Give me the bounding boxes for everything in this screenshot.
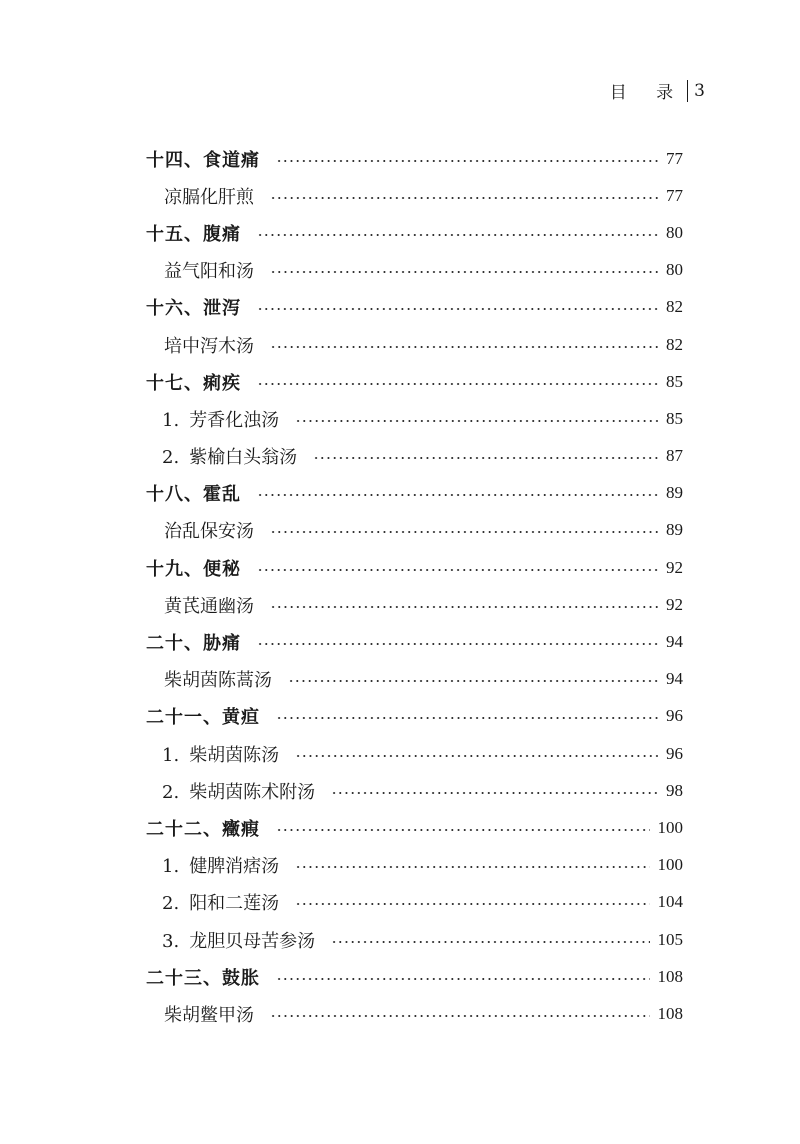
toc-entry-title: 柴胡茵陈术附汤 <box>189 781 316 803</box>
toc-entry-row[interactable] <box>146 177 683 214</box>
toc-page-number: 89 <box>666 520 683 540</box>
dot-leader <box>257 234 658 236</box>
toc-page-number: 94 <box>666 669 683 689</box>
toc-entry-title: 健脾消痞汤 <box>189 856 280 878</box>
toc-page-number: 94 <box>666 632 683 652</box>
toc-entry-label <box>146 1001 262 1027</box>
dot-leader <box>257 569 658 571</box>
toc-entry-title: 二十二、癥瘕 <box>146 818 260 840</box>
toc-entry-label <box>146 406 287 432</box>
toc-chapter-row[interactable] <box>146 140 683 177</box>
toc-page-number: 85 <box>666 408 683 428</box>
dot-leader <box>270 346 658 348</box>
running-header <box>610 78 705 103</box>
toc-entry-title: 柴胡茵陈汤 <box>189 744 280 766</box>
toc-entry-title: 治乱保安汤 <box>164 521 254 543</box>
toc-entry-row[interactable] <box>146 400 683 437</box>
dot-leader <box>313 457 658 459</box>
toc-page-number: 85 <box>666 371 683 391</box>
toc-entry-row[interactable] <box>146 661 683 698</box>
toc-chapter-row[interactable] <box>146 698 683 735</box>
toc-page-number: 96 <box>666 706 683 726</box>
toc-page-number: 80 <box>666 260 683 280</box>
dot-leader <box>295 866 649 868</box>
toc-entry-label <box>146 257 262 283</box>
toc-page-number: 100 <box>657 817 683 837</box>
toc-entry-number: 1. <box>162 856 180 878</box>
toc-entry-number: 3. <box>162 930 180 952</box>
toc-entry-label <box>146 629 249 655</box>
dot-leader <box>331 792 658 794</box>
toc-entry-row[interactable] <box>146 735 683 772</box>
dot-leader <box>257 383 658 385</box>
toc-entry-title: 十四、食道痛 <box>146 149 260 171</box>
dot-leader <box>270 197 658 199</box>
toc-entry-label <box>146 741 287 767</box>
toc-entry-title: 黄芪通幽汤 <box>164 595 254 617</box>
toc-entry-label <box>146 592 262 618</box>
dot-leader <box>270 1015 650 1017</box>
toc-entry-title: 凉膈化肝煎 <box>164 186 254 208</box>
toc-entry-row[interactable] <box>146 921 683 958</box>
toc-entry-label <box>146 666 280 692</box>
toc-entry-label <box>146 220 249 246</box>
toc-entry-row[interactable] <box>146 252 683 289</box>
toc-entry-number: 2. <box>162 447 180 469</box>
toc-entry-title: 二十三、鼓胀 <box>146 967 260 989</box>
toc-entry-row[interactable] <box>146 326 683 363</box>
dot-leader <box>257 308 658 310</box>
toc-entry-number: 2. <box>162 893 180 915</box>
toc-entry-label <box>146 964 268 990</box>
toc-page-number: 89 <box>666 483 683 503</box>
toc-entry-label <box>146 332 262 358</box>
toc-entry-title: 十五、腹痛 <box>146 223 241 245</box>
toc-page-number: 108 <box>657 1003 683 1023</box>
toc-chapter-row[interactable] <box>146 549 683 586</box>
toc-entry-title: 柴胡茵陈蒿汤 <box>164 670 272 692</box>
toc-entry-row[interactable] <box>146 884 683 921</box>
toc-entry-label <box>146 703 268 729</box>
toc-page-number: 96 <box>666 743 683 763</box>
toc-page-number: 82 <box>666 334 683 354</box>
toc-chapter-row[interactable] <box>146 475 683 512</box>
header-title: 目 录 <box>609 83 686 103</box>
dot-leader <box>276 829 650 831</box>
toc-page-number: 92 <box>666 594 683 614</box>
dot-leader <box>270 271 658 273</box>
toc-page-number: 100 <box>657 855 683 875</box>
toc-entry-title: 二十、胁痛 <box>146 633 241 655</box>
toc-entry-title: 龙胆贝母苦参汤 <box>189 930 316 952</box>
toc-entry-label <box>146 815 268 841</box>
toc-entry-label <box>146 443 305 469</box>
toc-entry-title: 二十一、黄疸 <box>146 707 260 729</box>
toc-entry-title: 紫榆白头翁汤 <box>189 447 298 469</box>
toc-chapter-row[interactable] <box>146 363 683 400</box>
toc-page-number: 87 <box>666 446 683 466</box>
toc-entry-label <box>146 517 262 543</box>
dot-leader <box>295 420 658 422</box>
dot-leader <box>276 717 658 719</box>
toc-page-number: 105 <box>657 929 683 949</box>
toc-page-number: 77 <box>666 185 683 205</box>
table-of-contents <box>146 140 683 1033</box>
toc-entry-label <box>146 852 287 878</box>
toc-chapter-row[interactable] <box>146 214 683 251</box>
toc-entry-title: 益气阳和汤 <box>164 261 254 283</box>
toc-entry-title: 芳香化浊汤 <box>189 409 280 431</box>
toc-entry-label <box>146 146 268 172</box>
toc-entry-title: 十九、便秘 <box>146 558 241 580</box>
toc-chapter-row[interactable] <box>146 958 683 995</box>
toc-page-number: 77 <box>666 148 683 168</box>
toc-page-number: 98 <box>666 780 683 800</box>
toc-entry-label <box>146 480 249 506</box>
toc-chapter-row[interactable] <box>146 809 683 846</box>
toc-entry-title: 十六、泄泻 <box>146 298 241 320</box>
toc-page-number: 92 <box>666 557 683 577</box>
toc-entry-title: 柴胡鳖甲汤 <box>164 1004 254 1026</box>
toc-page-number: 82 <box>666 297 683 317</box>
toc-entry-title: 十八、霍乱 <box>146 484 241 506</box>
toc-page-number: 104 <box>657 892 683 912</box>
toc-entry-label <box>146 927 323 953</box>
toc-entry-row[interactable] <box>146 772 683 809</box>
toc-entry-row[interactable] <box>146 847 683 884</box>
toc-entry-label <box>146 294 249 320</box>
toc-entry-label <box>146 778 323 804</box>
toc-entry-row[interactable] <box>146 995 683 1032</box>
dot-leader <box>288 680 658 682</box>
dot-leader <box>295 903 649 905</box>
toc-entry-number: 1. <box>162 744 180 766</box>
dot-leader <box>331 941 649 943</box>
dot-leader <box>270 531 658 533</box>
toc-entry-label <box>146 369 249 395</box>
toc-entry-label <box>146 183 262 209</box>
dot-leader <box>276 160 658 162</box>
toc-entry-title: 阳和二莲汤 <box>189 893 280 915</box>
toc-entry-label <box>146 889 287 915</box>
toc-entry-title: 培中泻木汤 <box>164 335 254 357</box>
toc-chapter-row[interactable] <box>146 289 683 326</box>
toc-entry-row[interactable] <box>146 438 683 475</box>
toc-entry-label <box>146 555 249 581</box>
toc-page-number: 108 <box>657 966 683 986</box>
dot-leader <box>257 643 658 645</box>
header-divider <box>687 80 688 102</box>
toc-chapter-row[interactable] <box>146 623 683 660</box>
toc-entry-row[interactable] <box>146 512 683 549</box>
dot-leader <box>270 606 658 608</box>
dot-leader <box>295 755 658 757</box>
header-page-number: 3 <box>694 80 705 101</box>
toc-entry-title: 十七、痢疾 <box>146 372 241 394</box>
toc-page-number: 80 <box>666 222 683 242</box>
toc-entry-number: 1. <box>162 409 180 431</box>
dot-leader <box>276 978 650 980</box>
dot-leader <box>257 494 658 496</box>
toc-entry-number: 2. <box>162 781 180 803</box>
toc-entry-row[interactable] <box>146 586 683 623</box>
